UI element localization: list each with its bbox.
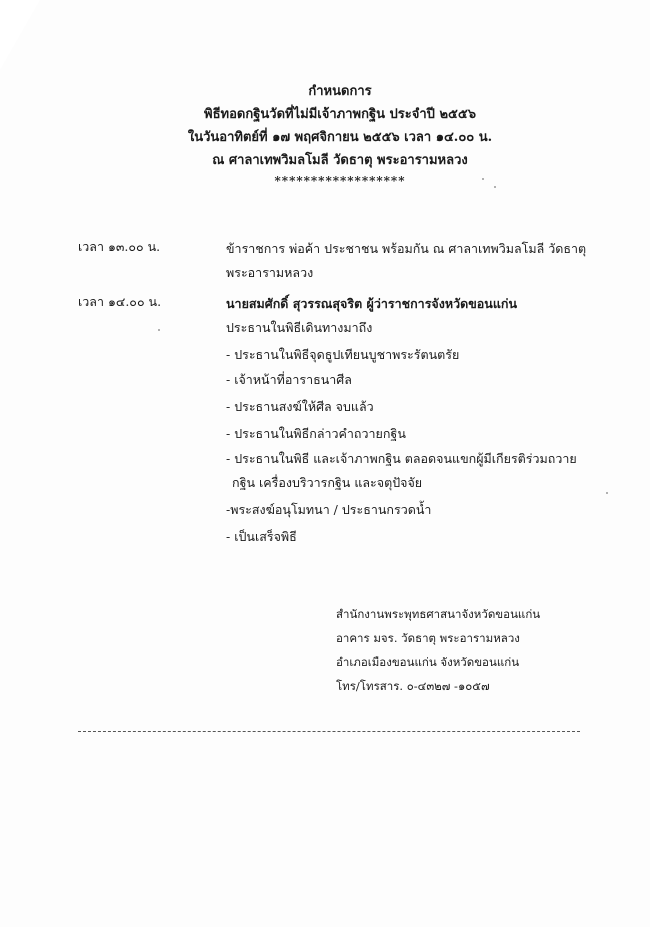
schedule-title: กำหนดการ bbox=[308, 84, 372, 99]
step-item: - ประธานในพิธีกล่าวคำถวายกฐิน bbox=[226, 426, 406, 441]
step-item: - เจ้าหน้าที่อาราธนาศีล bbox=[226, 372, 352, 387]
document-header bbox=[120, 80, 560, 190]
schedule-description: ข้าราชการ พ่อค้า ประชาชน พร้อมกัน ณ ศาลาเทพวิมลโมลี วัดธาตุ พระอารามหลวง bbox=[226, 241, 587, 280]
address-line: สำนักงานพระพุทธศาสนาจังหวัดขอนแก่น bbox=[336, 607, 541, 621]
address-line: อำเภอเมืองขอนแก่น จังหวัดขอนแก่น bbox=[336, 655, 520, 669]
step-item: -พระสงฆ์อนุโมทนา / ประธานกรวดน้ำ bbox=[226, 502, 432, 517]
phone-fax: โทร/โทรสาร. ๐-๔๓๒๗ -๑๐๕๗ bbox=[336, 679, 490, 693]
scan-speck bbox=[158, 329, 160, 331]
schedule-time: เวลา ๑๔.๐๐ น. bbox=[78, 294, 162, 309]
schedule-time: เวลา ๑๓.๐๐ น. bbox=[78, 239, 161, 254]
step-item: - ประธานในพิธีจุดธูปเทียนบูชาพระรัตนตรัย bbox=[226, 347, 460, 362]
scan-speck bbox=[606, 492, 608, 494]
issuer-address bbox=[336, 602, 616, 698]
ceremony-date: ในวันอาทิตย์ที่ ๑๗ พฤศจิกายน ๒๕๕๖ เวลา ๑๔.๐๐ น. bbox=[187, 130, 493, 145]
step-item: - ประธานสงฆ์ให้ศีล จบแล้ว bbox=[226, 399, 374, 414]
address-line: อาคาร มจร. วัดธาตุ พระอารามหลวง bbox=[336, 631, 520, 645]
chairperson-name: นายสมศักดิ์ สุวรรณสุจริต ผู้ว่าราชการจังหวัดขอนแก่น bbox=[226, 296, 517, 311]
scan-speck bbox=[494, 186, 496, 188]
step-item-continued: กฐิน เครื่องบริวารกฐิน และจตุปัจจัย bbox=[232, 475, 423, 490]
dashed-divider bbox=[78, 731, 580, 732]
ceremony-venue: ณ ศาลาเทพวิมลโมลี วัดธาตุ พระอารามหลวง bbox=[212, 153, 468, 168]
step-item: - เป็นเสร็จพิธี bbox=[226, 529, 297, 544]
step-item: - ประธานในพิธี และเจ้าภาพกฐิน ตลอดจนแขกผู้มีเกียรติร่วมถวาย bbox=[226, 451, 577, 466]
schedule-description bbox=[226, 292, 596, 340]
folded-corner bbox=[0, 0, 40, 70]
header-separator: ****************** bbox=[274, 174, 406, 188]
chairperson-arrival: ประธานในพิธีเดินทางมาถึง bbox=[226, 320, 373, 335]
ceremony-title: พิธีทอดกฐินวัดที่ไม่มีเจ้าภาพกฐิน ประจำปี ๒๕๕๖ bbox=[204, 107, 476, 122]
scan-speck bbox=[482, 178, 484, 180]
